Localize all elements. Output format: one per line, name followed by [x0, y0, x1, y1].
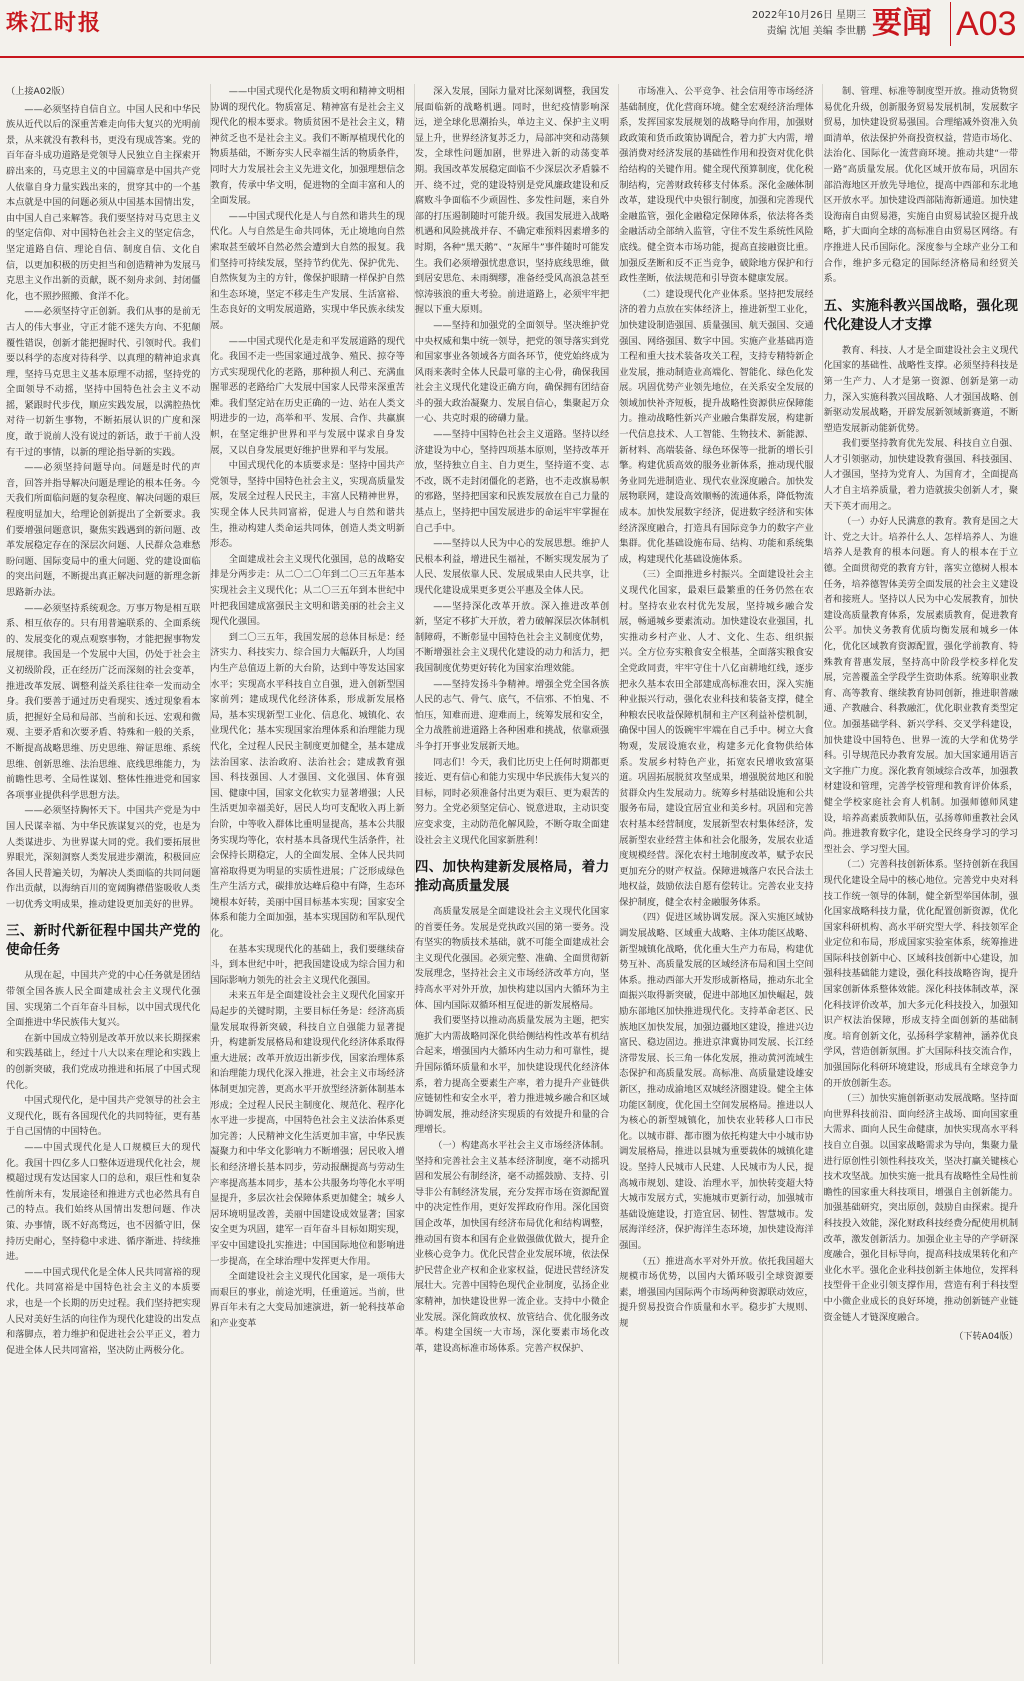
article-paragraph: （一）构建高水平社会主义市场经济体制。坚持和完善社会主义基本经济制度，毫不动摇巩固和发展公有制经济，毫不动摇鼓励、支持、引导非公有制经济发展，充分发挥市场在资源配置中的决定性作用，更好发挥政府作用。深化国资国企改革，加快国有经济布局优化和结构调整，推动国有资本和国有企业做强做优做大，提升企业核心竞争力。优化民营企业发展环境，依法保护民营企业产权和企业家权益，促进民营经济发展壮大。完善中国特色现代企业制度，弘扬企业家精神，加快建设世界一流企业。支持中小微企业发展。深化简政放权、放管结合、优化服务改革。构建全国统一大市场，深化要素市场化改革，建设高标准市场体系。完善产权保护、 [414, 1140, 610, 1354]
article-paragraph: ——中国式现代化是物质文明和精神文明相协调的现代化。物质富足、精神富有是社会主义现代化的根本要求。物质贫困不是社会主义，精神贫乏也不是社会主义。我们不断厚植现代化的物质基础，不断夯实人民幸福生活的物质条件，同时大力发展社会主义先进文化，加强理想信念教育，传承中华文明，促进物的全面丰富和人的全面发展。 [210, 86, 405, 207]
section-heading-3: 三、新时代新征程中国共产党的使命任务 [6, 923, 201, 959]
editors-line: 责编 沈旭 美编 李世鹏 [766, 26, 866, 37]
article-paragraph: 我们要坚持教育优先发展、科技自立自强、人才引领驱动，加快建设教育强国、科技强国、人才强国，坚持为党育人、为国育才，全面提高人才自主培养质量，着力造就拔尖创新人才，聚天下英才而用之。 [823, 438, 1019, 512]
continued-to-note: （下转A04版） [954, 1331, 1019, 1343]
article-paragraph: 教育、科技、人才是全面建设社会主义现代化国家的基础性、战略性支撑。必须坚持科技是第一生产力、人才是第一资源、创新是第一动力，深入实施科教兴国战略、人才强国战略、创新驱动发展战略，开辟发展新领域新赛道，不断塑造发展新动能新优势。 [823, 344, 1019, 434]
article-paragraph: ——必须坚持守正创新。我们从事的是前无古人的伟大事业，守正才能不迷失方向、不犯颠覆性错误，创新才能把握时代、引领时代。我们要以科学的态度对待科学、以真理的精神追求真理，坚持马克思主义基本原理不动摇，坚持党的全面领导不动摇，坚持中国特色社会主义不动摇，紧跟时代步伐，顺应实践发展，以满腔热忱对待一切新生事物，不断拓展认识的广度和深度，敢于说前人没有说过的新话，敢于干前人没有干过的事情，以新的理论指导新的实践。 [6, 306, 201, 458]
column-5-paragraphs-b [824, 343, 1018, 1325]
article-paragraph: （三）全面推进乡村振兴。全面建设社会主义现代化国家，最艰巨最繁重的任务仍然在农村。坚持农业农村优先发展，坚持城乡融合发展，畅通城乡要素流动。加快建设农业强国，扎实推动乡村产业、人才、文化、生态、组织振兴。全方位夯实粮食安全根基，全面落实粮食安全党政同责，牢牢守住十八亿亩耕地红线，逐步把永久基本农田全部建成高标准农田，深入实施种业振兴行动，强化农业科技和装备支撑，健全种粮农民收益保障机制和主产区利益补偿机制，确保中国人的饭碗牢牢端在自己手中。树立大食物观，发展设施农业，构建多元化食物供给体系。发展乡村特色产业，拓宽农民增收致富渠道。巩固拓展脱贫攻坚成果，增强脱贫地区和脱贫群众内生发展动力。统筹乡村基础设施和公共服务布局，建设宜居宜业和美乡村。巩固和完善农村基本经营制度，发展新型农村集体经济，发展新型农业经营主体和社会化服务，发展农业适度规模经营。深化农村土地制度改革，赋予农民更加充分的财产权益。保障进城落户农民合法土地权益，鼓励依法自愿有偿转让。完善农业支持保护制度，健全农村金融服务体系。 [619, 569, 814, 908]
article-paragraph: 同志们！今天，我们比历史上任何时期都更接近、更有信心和能力实现中华民族伟大复兴的目标，同时必须准备付出更为艰巨、更为艰苦的努力。全党必须坚定信心、锐意进取，主动识变应变求变，主动防范化解风险，不断夺取全面建设社会主义现代化国家新胜利！ [414, 756, 610, 846]
article-paragraph: 中国式现代化，是中国共产党领导的社会主义现代化，既有各国现代化的共同特征，更有基于自己国情的中国特色。 [6, 1095, 201, 1138]
article-paragraph: 在基本实现现代化的基础上，我们要继续奋斗，到本世纪中叶，把我国建设成为综合国力和国际影响力领先的社会主义现代化强国。 [210, 943, 405, 986]
article-paragraph: 全面建设社会主义现代化国家，是一项伟大而艰巨的事业，前途光明，任重道远。当前，世界百年未有之大变局加速演进，新一轮科技革命和产业变革 [210, 1271, 405, 1329]
article-paragraph: （五）推进高水平对外开放。依托我国超大规模市场优势，以国内大循环吸引全球资源要素，增强国内国际两个市场两种资源联动效应，提升贸易投资合作质量和水平。稳步扩大规则、规 [619, 1255, 814, 1329]
page-number: A03 [950, 2, 1017, 46]
article-paragraph: 市场准入、公平竞争、社会信用等市场经济基础制度，优化营商环境。健全宏观经济治理体系，发挥国家发展规划的战略导向作用，加强财政政策和货币政策协调配合，着力扩大内需，增强消费对经济发展的基础性作用和投资对优化供给结构的关键作用。健全现代预算制度，优化税制结构，完善财政转移支付体系。深化金融体制改革，建设现代中央银行制度，加强和完善现代金融监管，强化金融稳定保障体系，依法将各类金融活动全部纳入监管，守住不发生系统性风险底线。健全资本市场功能，提高直接融资比重。加强反垄断和反不正当竞争，破除地方保护和行政性垄断，依法规范和引导资本健康发展。 [619, 86, 814, 285]
article-paragraph: ——坚持深化改革开放。深入推进改革创新，坚定不移扩大开放，着力破解深层次体制机制障碍，不断彰显中国特色社会主义制度优势，不断增强社会主义现代化建设的动力和活力，把我国制度优势更好转化为国家治理效能。 [414, 600, 610, 674]
article-column-2 [210, 84, 404, 1664]
article-paragraph: ——必须坚持问题导向。问题是时代的声音，回答并指导解决问题是理论的根本任务。今天我们所面临问题的复杂程度、解决问题的艰巨程度明显加大，给理论创新提出了全新要求。我们要增强问题意识，聚焦实践遇到的新问题、改革发展稳定存在的深层次问题、人民群众急难愁盼问题、国际变局中的重大问题、党的建设面临的突出问题，不断提出真正解决问题的新理念新思路新办法。 [6, 462, 201, 598]
article-paragraph: 从现在起，中国共产党的中心任务就是团结带领全国各族人民全面建成社会主义现代化强国、实现第二个百年奋斗目标，以中国式现代化全面推进中华民族伟大复兴。 [6, 970, 201, 1029]
article-paragraph: （一）办好人民满意的教育。教育是国之大计、党之大计。培养什么人、怎样培养人、为谁培养人是教育的根本问题。育人的根本在于立德。全面贯彻党的教育方针，落实立德树人根本任务，培养德智体美劳全面发展的社会主义建设者和接班人。坚持以人民为中心发展教育，加快建设高质量教育体系，发展素质教育，促进教育公平。加快义务教育优质均衡发展和城乡一体化，优化区域教育资源配置，强化学前教育、特殊教育普惠发展，坚持高中阶段学校多样化发展，完善覆盖全学段学生资助体系。统筹职业教育、高等教育、继续教育协同创新，推进职普融通、产教融合、科教融汇，优化职业教育类型定位。加强基础学科、新兴学科、交叉学科建设，加快建设中国特色、世界一流的大学和优势学科。引导规范民办教育发展。加大国家通用语言文字推广力度。深化教育领域综合改革，加强教材建设和管理，完善学校管理和教育评价体系，健全学校家庭社会育人机制。加强师德师风建设，培养高素质教师队伍，弘扬尊师重教社会风尚。推进教育数字化，建设全民终身学习的学习型社会、学习型大国。 [823, 516, 1019, 855]
continued-from-note: （上接A02版） [6, 86, 70, 97]
article-column-3 [415, 84, 609, 1664]
article-paragraph: 制、管理、标准等制度型开放。推动货物贸易优化升级，创新服务贸易发展机制，发展数字贸易，加快建设贸易强国。合理缩减外资准入负面清单，依法保护外商投资权益，营造市场化、法治化、国际化一流营商环境。推动共建“一带一路”高质量发展。优化区域开放布局，巩固东部沿海地区开放先导地位，提高中西部和东北地区开放水平。加快建设西部陆海新通道。加快建设海南自由贸易港，实施自由贸易试验区提升战略，扩大面向全球的高标准自由贸易区网络。有序推进人民币国际化。深度参与全球产业分工和合作，维护多元稳定的国际经济格局和经贸关系。 [823, 86, 1019, 285]
column-1-paragraphs-a [6, 102, 200, 913]
article-column-4 [619, 84, 813, 1664]
column-1-paragraphs-b [6, 968, 200, 1358]
article-paragraph: （二）建设现代化产业体系。坚持把发展经济的着力点放在实体经济上，推进新型工业化，加快建设制造强国、质量强国、航天强国、交通强国、网络强国、数字中国。实施产业基础再造工程和重大技术装备攻关工程，支持专精特新企业发展，推动制造业高端化、智能化、绿色化发展。巩固优势产业领先地位，在关系安全发展的领域加快补齐短板，提升战略性资源供应保障能力。推动战略性新兴产业融合集群发展，构建新一代信息技术、人工智能、生物技术、新能源、新材料、高端装备、绿色环保等一批新的增长引擎。构建优质高效的服务业新体系，推动现代服务业同先进制造业、现代农业深度融合。加快发展物联网，建设高效顺畅的流通体系，降低物流成本。加快发展数字经济，促进数字经济和实体经济深度融合，打造具有国际竞争力的数字产业集群。优化基础设施布局、结构、功能和系统集成，构建现代化基础设施体系。 [619, 288, 814, 565]
article-paragraph: 未来五年是全面建设社会主义现代化国家开局起步的关键时期，主要目标任务是：经济高质量发展取得新突破，科技自立自强能力显著提升，构建新发展格局和建设现代化经济体系取得重大进展；改革开放迈出新步伐，国家治理体系和治理能力现代化深入推进，社会主义市场经济体制更加完善，更高水平开放型经济新体制基本形成；全过程人民民主制度化、规范化、程序化水平进一步提高，中国特色社会主义法治体系更加完善；人民精神文化生活更加丰富，中华民族凝聚力和中华文化影响力不断增强；居民收入增长和经济增长基本同步，劳动报酬提高与劳动生产率提高基本同步，基本公共服务均等化水平明显提升，多层次社会保障体系更加健全；城乡人居环境明显改善，美丽中国建设成效显著；国家安全更为巩固，建军一百年奋斗目标如期实现，平安中国建设扎实推进；中国国际地位和影响进一步提高，在全球治理中发挥更大作用。 [210, 990, 405, 1267]
section-heading-5: 五、实施科教兴国战略，强化现代化建设人才支撑 [823, 297, 1019, 333]
article-body [6, 84, 1018, 1664]
article-paragraph: ——必须坚持胸怀天下。中国共产党是为中国人民谋幸福、为中华民族谋复兴的党，也是为人类谋进步、为世界谋大同的党。我们要拓展世界眼光，深刻洞察人类发展进步潮流，积极回应各国人民普遍关切，为解决人类面临的共同问题作出贡献，以海纳百川的宽阔胸襟借鉴吸收人类一切优秀文明成果，推动建设更加美好的世界。 [6, 805, 201, 910]
page-header [0, 0, 1024, 58]
article-paragraph: 深入发展，国际力量对比深刻调整，我国发展面临新的战略机遇。同时，世纪疫情影响深远，逆全球化思潮抬头，单边主义、保护主义明显上升，世界经济复苏乏力，局部冲突和动荡频发，全球性问题加剧，世界进入新的动荡变革期。我国改革发展稳定面临不少深层次矛盾躲不开、绕不过，党的建设特别是党风廉政建设和反腐败斗争面临不少顽固性、多发性问题，来自外部的打压遏制随时可能升级。我国发展进入战略机遇和风险挑战并存、不确定难预料因素增多的时期，各种“黑天鹅”、“灰犀牛”事件随时可能发生。我们必须增强忧患意识，坚持底线思维，做到居安思危、未雨绸缪，准备经受风高浪急甚至惊涛骇浪的重大考验。前进道路上，必须牢牢把握以下重大原则。 [414, 86, 610, 316]
column-5-paragraphs-a [824, 84, 1018, 287]
column-4-paragraphs [619, 84, 813, 1332]
article-paragraph: ——中国式现代化是人与自然和谐共生的现代化。人与自然是生命共同体，无止境地向自然索取甚至破坏自然必然会遭到大自然的报复。我们坚持可持续发展，坚持节约优先、保护优先、自然恢复为主的方针，像保护眼睛一样保护自然和生态环境，坚定不移走生产发展、生活富裕、生态良好的文明发展道路，实现中华民族永续发展。 [210, 210, 405, 331]
section-heading-4: 四、加快构建新发展格局，着力推动高质量发展 [414, 859, 610, 895]
article-paragraph: （二）完善科技创新体系。坚持创新在我国现代化建设全局中的核心地位。完善党中央对科技工作统一领导的体制，健全新型举国体制，强化国家战略科技力量，优化配置创新资源，优化国家科研机构、高水平研究型大学、科技领军企业定位和布局，形成国家实验室体系，统筹推进国际科技创新中心、区域科技创新中心建设，加强科技基础能力建设，强化科技战略咨询，提升国家创新体系整体效能。深化科技体制改革，深化科技评价改革，加大多元化科技投入，加强知识产权法治保障，形成支持全面创新的基础制度。培育创新文化，弘扬科学家精神，涵养优良学风，营造创新氛围。扩大国际科技交流合作，加强国际化科研环境建设，形成具有全球竞争力的开放创新生态。 [823, 859, 1019, 1089]
article-paragraph: ——坚持发扬斗争精神。增强全党全国各族人民的志气、骨气、底气，不信邪、不怕鬼、不怕压，知难而进、迎难而上，统筹发展和安全，全力战胜前进道路上各种困难和挑战，依靠顽强斗争打开事业发展新天地。 [414, 678, 610, 752]
article-paragraph: 到二〇三五年，我国发展的总体目标是：经济实力、科技实力、综合国力大幅跃升，人均国内生产总值迈上新的大台阶，达到中等发达国家水平；实现高水平科技自立自强，进入创新型国家前列；建成现代化经济体系，形成新发展格局，基本实现新型工业化、信息化、城镇化、农业现代化；基本实现国家治理体系和治理能力现代化，全过程人民民主制度更加健全，基本建成法治国家、法治政府、法治社会；建成教育强国、科技强国、人才强国、文化强国、体育强国、健康中国，国家文化软实力显著增强；人民生活更加幸福美好，居民人均可支配收入再上新台阶，中等收入群体比重明显提高，基本公共服务实现均等化，农村基本具备现代生活条件，社会保持长期稳定，人的全面发展、全体人民共同富裕取得更为明显的实质性进展；广泛形成绿色生产生活方式，碳排放达峰后稳中有降，生态环境根本好转，美丽中国目标基本实现；国家安全体系和能力全面加强，基本实现国防和军队现代化。 [210, 631, 405, 940]
article-paragraph: ——必须坚持自信自立。中国人民和中华民族从近代以后的深重苦难走向伟大复兴的光明前景，从来就没有教科书，更没有现成答案。党的百年奋斗成功道路是党领导人民独立自主探索开辟出来的，马克思主义的中国篇章是中国共产党人依靠自身力量实践出来的，贯穿其中的一个基本点就是中国的问题必须从中国基本国情出发，由中国人自己来解答。我们要坚持对马克思主义的坚定信仰、对中国特色社会主义的坚定信念，坚定道路自信、理论自信、制度自信、文化自信，以更加积极的历史担当和创造精神为发展马克思主义作出新的贡献，既不刻舟求剑、封闭僵化，也不照抄照搬、食洋不化。 [6, 103, 201, 302]
column-3-paragraphs-a [415, 84, 609, 848]
article-paragraph: ——必须坚持系统观念。万事万物是相互联系、相互依存的。只有用普遍联系的、全面系统的、发展变化的观点观察事物，才能把握事物发展规律。我国是一个发展中大国，仍处于社会主义初级阶段，正在经历广泛而深刻的社会变革，推进改革发展、调整利益关系往往牵一发而动全身。我们要善于通过历史看现实、透过现象看本质，把握好全局和局部、当前和长远、宏观和微观、主要矛盾和次要矛盾、特殊和一般的关系，不断提高战略思维、历史思维、辩证思维、系统思维、创新思维、法治思维、底线思维能力，为前瞻性思考、全局性谋划、整体性推进党和国家各项事业提供科学思想方法。 [6, 602, 201, 801]
article-paragraph: ——坚持和加强党的全面领导。坚决维护党中央权威和集中统一领导，把党的领导落实到党和国家事业各领域各方面各环节，使党始终成为风雨来袭时全体人民最可靠的主心骨，确保我国社会主义现代化建设正确方向，确保拥有团结奋斗的强大政治凝聚力、发展自信心，集聚起万众一心、共克时艰的磅礴力量。 [414, 319, 610, 425]
date-line: 2022年10月26日 星期三 [751, 10, 866, 21]
column-3-paragraphs-b [415, 904, 609, 1356]
article-paragraph: 中国式现代化的本质要求是：坚持中国共产党领导，坚持中国特色社会主义，实现高质量发展，发展全过程人民民主，丰富人民精神世界，实现全体人民共同富裕，促进人与自然和谐共生，推动构建人类命运共同体，创造人类文明新形态。 [210, 460, 405, 550]
article-paragraph: 在新中国成立特别是改革开放以来长期探索和实践基础上，经过十八大以来在理论和实践上的创新突破，我们党成功推进和拓展了中国式现代化。 [6, 1032, 201, 1091]
article-paragraph: ——中国式现代化是全体人民共同富裕的现代化。共同富裕是中国特色社会主义的本质要求，也是一个长期的历史过程。我们坚持把实现人民对美好生活的向往作为现代化建设的出发点和落脚点，着力维护和促进社会公平正义，着力促进全体人民共同富裕，坚决防止两极分化。 [6, 1266, 201, 1356]
article-paragraph: 全面建成社会主义现代化强国，总的战略安排是分两步走：从二〇二〇年到二〇三五年基本实现社会主义现代化；从二〇三五年到本世纪中叶把我国建成富强民主文明和谐美丽的社会主义现代化强国。 [210, 553, 405, 628]
article-paragraph: ——坚持中国特色社会主义道路。坚持以经济建设为中心，坚持四项基本原则，坚持改革开放，坚持独立自主、自力更生，坚持道不变、志不改，既不走封闭僵化的老路，也不走改旗易帜的邪路，坚持把国家和民族发展放在自己力量的基点上，坚持把中国发展进步的命运牢牢掌握在自己手中。 [414, 429, 610, 534]
article-column-5 [824, 84, 1018, 1664]
article-paragraph: ——中国式现代化是走和平发展道路的现代化。我国不走一些国家通过战争、殖民、掠夺等方式实现现代化的老路，那种损人利己、充满血腥罪恶的老路给广大发展中国家人民带来深重苦难。我们坚定站在历史正确的一边、站在人类文明进步的一边，高举和平、发展、合作、共赢旗帜，在坚定维护世界和平与发展中谋求自身发展，又以自身发展更好维护世界和平与发展。 [210, 335, 405, 456]
newspaper-masthead: 珠江时报 [6, 10, 103, 36]
article-paragraph: （三）加快实施创新驱动发展战略。坚持面向世界科技前沿、面向经济主战场、面向国家重大需求、面向人民生命健康，加快实现高水平科技自立自强。以国家战略需求为导向，集聚力量进行原创性引领性科技攻关，坚决打赢关键核心技术攻坚战。加快实施一批具有战略性全局性前瞻性的国家重大科技项目，增强自主创新能力。加强基础研究，突出原创，鼓励自由探索。提升科技投入效能，深化财政科技经费分配使用机制改革，激发创新活力。加强企业主导的产学研深度融合，强化目标导向，提高科技成果转化和产业化水平。强化企业科技创新主体地位，发挥科技型骨干企业引领支撑作用，营造有利于科技型中小微企业成长的良好环境，推动创新链产业链资金链人才链深度融合。 [823, 1093, 1019, 1323]
column-2-paragraphs [210, 84, 404, 1332]
article-paragraph: （四）促进区域协调发展。深入实施区域协调发展战略、区域重大战略、主体功能区战略、新型城镇化战略，优化重大生产力布局，构建优势互补、高质量发展的区域经济布局和国土空间体系。推动西部大开发形成新格局，推动东北全面振兴取得新突破，促进中部地区加快崛起，鼓励东部地区加快推进现代化。支持革命老区、民族地区加快发展，加强边疆地区建设，推进兴边富民、稳边固边。推进京津冀协同发展、长江经济带发展、长三角一体化发展，推动黄河流域生态保护和高质量发展。高标准、高质量建设雄安新区，推动成渝地区双城经济圈建设。健全主体功能区制度，优化国土空间发展格局。推进以人为核心的新型城镇化，加快农业转移人口市民化。以城市群、都市圈为依托构建大中小城市协调发展格局，推进以县城为重要载体的城镇化建设。坚持人民城市人民建、人民城市为人民，提高城市规划、建设、治理水平，加快转变超大特大城市发展方式，实施城市更新行动，加强城市基础设施建设，打造宜居、韧性、智慧城市。发展海洋经济，保护海洋生态环境，加快建设海洋强国。 [619, 912, 814, 1251]
article-column-1 [6, 84, 200, 1664]
article-paragraph: 我们要坚持以推动高质量发展为主题，把实施扩大内需战略同深化供给侧结构性改革有机结合起来，增强国内大循环内生动力和可靠性，提升国际循环质量和水平，加快建设现代化经济体系，着力提高全要素生产率，着力提升产业链供应链韧性和安全水平，着力推进城乡融合和区域协调发展，推动经济实现质的有效提升和量的合理增长。 [414, 1015, 610, 1136]
article-paragraph: ——坚持以人民为中心的发展思想。维护人民根本利益，增进民生福祉，不断实现发展为了人民、发展依靠人民、发展成果由人民共享，让现代化建设成果更多更公平惠及全体人民。 [414, 538, 610, 596]
article-paragraph: ——中国式现代化是人口规模巨大的现代化。我国十四亿多人口整体迈进现代化社会，规模超过现有发达国家人口的总和，艰巨性和复杂性前所未有，发展途径和推进方式也必然具有自己的特点。我们始终从国情出发想问题、作决策、办事情，既不好高骛远，也不因循守旧，保持历史耐心，坚持稳中求进、循序渐进、持续推进。 [6, 1142, 201, 1263]
section-name: 要闻 [872, 6, 932, 41]
page-meta [748, 8, 866, 40]
article-paragraph: 高质量发展是全面建设社会主义现代化国家的首要任务。发展是党执政兴国的第一要务。没有坚实的物质技术基础，就不可能全面建成社会主义现代化强国。必须完整、准确、全面贯彻新发展理念，坚持社会主义市场经济改革方向，坚持高水平对外开放，加快构建以国内大循环为主体、国内国际双循环相互促进的新发展格局。 [414, 906, 610, 1011]
